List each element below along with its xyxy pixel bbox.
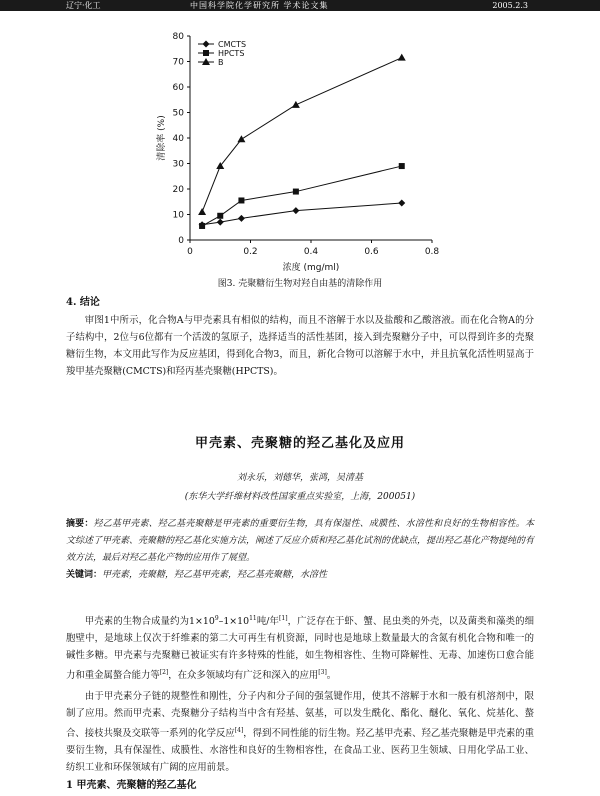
x-tick-label: 0.6 bbox=[364, 247, 379, 257]
section-4-heading: 4. 结论 bbox=[66, 297, 100, 308]
x-tick-label: 0.4 bbox=[303, 247, 319, 257]
series-line-b bbox=[202, 58, 402, 212]
p1-text-c: 吨/年 bbox=[256, 616, 280, 628]
data-point-hpcts bbox=[238, 197, 244, 203]
y-tick-label: 30 bbox=[172, 159, 184, 170]
section-1-heading: 1 甲壳素、壳聚糖的羟乙基化 bbox=[66, 780, 197, 791]
header-left: 辽宁·化工 bbox=[66, 1, 101, 10]
p1-citation-2: [2] bbox=[159, 669, 169, 677]
article-authors: 刘永乐，刘德华，张鸿，吴清基 bbox=[236, 473, 363, 483]
p1-citation-3: [3] bbox=[318, 669, 327, 677]
p1-exponent-2: 11 bbox=[249, 615, 257, 622]
data-point-cmcts bbox=[398, 200, 405, 207]
keywords-text: 甲壳素，壳聚糖，羟乙基甲壳素，羟乙基壳聚糖，水溶性 bbox=[102, 570, 328, 580]
legend-label-b: B bbox=[218, 58, 224, 67]
p1-text-f: 。 bbox=[326, 670, 337, 682]
p1-text-d: ，广泛存在于虾、蟹、昆虫类的外壳，以及菌类和藻类的细胞壁中，是地球上仅次于纤维素的第二大可再生有机资源，同时也是地球上数量最大的含氮有机化合物和唯一的碱性多糖。甲壳素与壳聚糖已被证实有许多特殊的性能，如生物相容性、生物可降解性、无毒、加速伤口愈合能力和重金属螯合能力等 bbox=[66, 616, 534, 682]
p1-citation-1: [1] bbox=[279, 615, 288, 622]
y-tick-label: 80 bbox=[172, 32, 184, 42]
legend-marker-cmcts bbox=[203, 41, 210, 48]
data-point-hpcts bbox=[199, 223, 205, 229]
p2-text-a: 由于甲壳素分子链的规整性和刚性，分子内和分子间的强氢键作用，使其不溶解于水和一般有机溶剂中，限制了应用。然而甲壳素、壳聚糖分子结构当中含有羟基、氨基，可以发生酰化、酯化、醚化、氧化、烷基化、螯合、接枝共聚及交联等一系列的化学反应 bbox=[66, 691, 534, 740]
abstract bbox=[66, 516, 534, 567]
p1-text-a: 甲壳素的生物合成量约为1×10 bbox=[84, 616, 215, 628]
data-point-cmcts bbox=[217, 219, 224, 226]
header-middle: 中国科学院化学研究所 学术论文集 bbox=[190, 1, 329, 10]
p1-exponent-1: 9 bbox=[214, 615, 219, 622]
p1-text-e: ，在众多领域均有广泛和深入的应用 bbox=[168, 670, 319, 682]
x-axis-label: 浓度 (mg/ml) bbox=[282, 263, 340, 273]
data-point-cmcts bbox=[292, 207, 299, 214]
body-paragraph-2 bbox=[66, 688, 534, 776]
figure-3-chart bbox=[150, 26, 450, 276]
keywords-label: 关键词： bbox=[66, 570, 103, 580]
legend-marker-hpcts bbox=[203, 50, 209, 56]
p2-text-b: ，得到不同性能的衍生物。羟乙基甲壳素、羟乙基壳聚糖是甲壳素的重要衍生物，具有保湿性、成膜性、水溶性和良好的生物相容性，在食品工业、医药卫生领域、日用化学品工业、纺织工业和环保领域有广阔的应用前景。 bbox=[66, 728, 534, 774]
x-tick-label: 0.8 bbox=[424, 247, 440, 257]
data-point-hpcts bbox=[217, 213, 223, 219]
header-right: 2005.2.3 bbox=[492, 1, 528, 10]
data-point-hpcts bbox=[399, 163, 405, 169]
p1-text-b: –1×10 bbox=[218, 616, 250, 628]
data-point-b bbox=[237, 135, 245, 142]
data-point-cmcts bbox=[238, 215, 245, 222]
y-tick-label: 0 bbox=[178, 236, 184, 246]
running-header bbox=[0, 0, 600, 11]
abstract-label: 摘要： bbox=[66, 519, 94, 529]
data-point-b bbox=[398, 54, 406, 61]
abstract-text: 羟乙基甲壳素、羟乙基壳聚糖是甲壳素的重要衍生物，具有保湿性、成膜性、水溶性和良好的生物相容性。本文综述了甲壳素、壳聚糖的羟乙基化实施方法，阐述了反应介质和羟乙基化试剂的优缺点，提出羟乙基化产物提纯的有效方法，最后对羟乙基化产物的应用作了展望。 bbox=[66, 519, 535, 563]
legend-label-cmcts: CMCTS bbox=[218, 40, 247, 49]
article-affiliation: (东华大学纤维材料改性国家重点实验室，上海，200051) bbox=[184, 492, 416, 502]
p2-citation: [4] bbox=[234, 727, 244, 734]
series-line-hpcts bbox=[202, 166, 402, 226]
article-title: 甲壳素、壳聚糖的羟乙基化及应用 bbox=[194, 436, 405, 451]
keywords bbox=[66, 567, 534, 580]
x-tick-label: 0 bbox=[187, 247, 193, 257]
data-point-b bbox=[198, 208, 206, 215]
figure-caption: 图3. 壳聚糖衍生物对羟自由基的清除作用 bbox=[217, 279, 383, 289]
data-point-b bbox=[292, 101, 300, 108]
section-4-paragraph: 审图1中所示，化合物A与甲壳素具有相似的结构，而且不溶解于水以及盐酸和乙酸溶液。而在化合物A的分子结构中，2位与6位都有一个活泼的氢原子，选择适当的活性基团，接入到壳聚糖分子中，可以得到许多的壳聚糖衍生物，本文用此写作为反应基团，得到化合物3，而且，新化合物可以溶解于水中，并且抗氧化活性明显高于羧甲基壳聚糖(CMCTS)和羟丙基壳聚糖(HPCTS)。 bbox=[66, 315, 534, 377]
y-tick-label: 10 bbox=[172, 210, 184, 221]
y-tick-label: 20 bbox=[172, 185, 184, 195]
x-tick-label: 0.2 bbox=[243, 247, 258, 257]
y-axis-label: 清除率 (%) bbox=[157, 115, 167, 161]
line-chart bbox=[150, 26, 450, 276]
data-point-hpcts bbox=[293, 189, 299, 195]
series-line-cmcts bbox=[202, 203, 402, 225]
legend-label-hpcts: HPCTS bbox=[218, 49, 245, 58]
y-tick-label: 40 bbox=[172, 134, 184, 144]
y-tick-label: 50 bbox=[172, 108, 184, 119]
body-paragraph-1 bbox=[66, 610, 534, 684]
y-tick-label: 60 bbox=[172, 83, 184, 93]
y-tick-label: 70 bbox=[172, 57, 184, 68]
